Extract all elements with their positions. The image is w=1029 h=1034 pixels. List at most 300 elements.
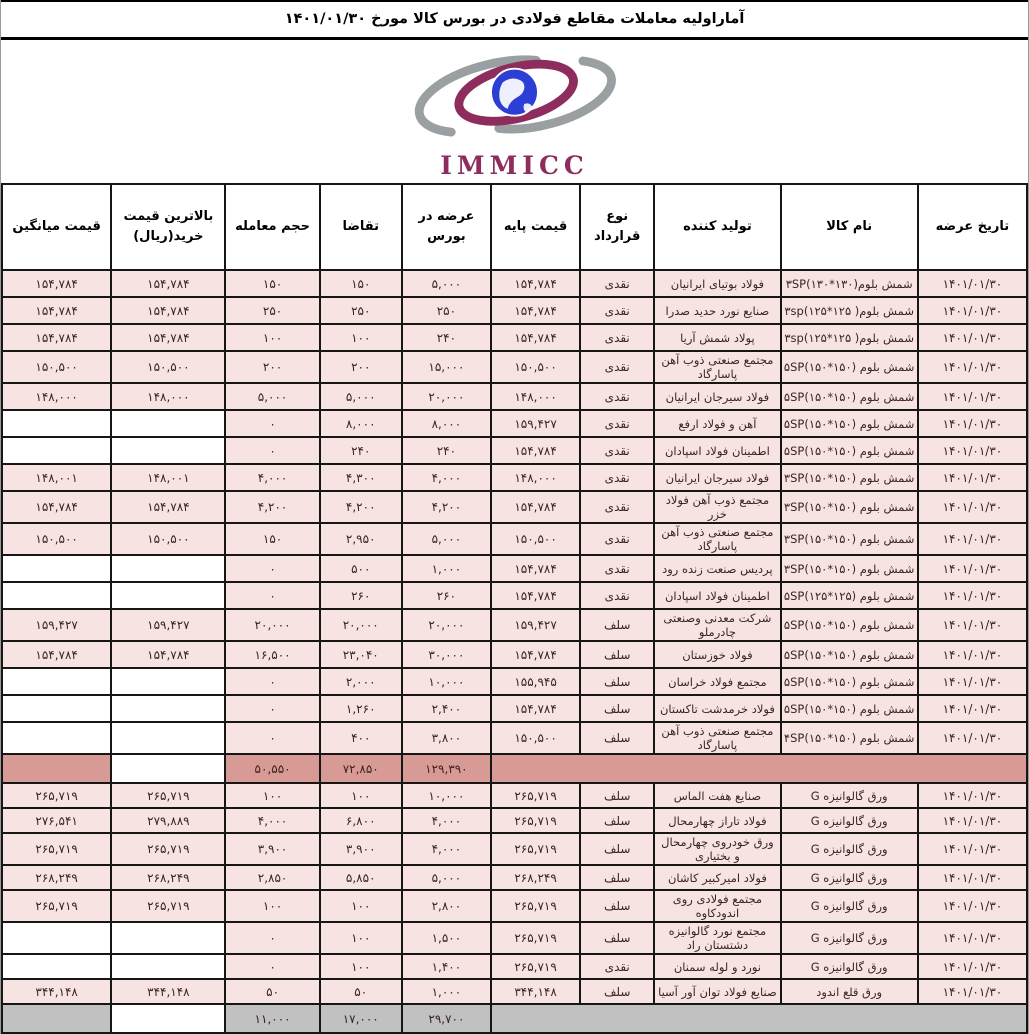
col-header-contract-type: نوع قرارداد bbox=[580, 184, 654, 270]
cell-volume: ۲۵۰ bbox=[225, 297, 319, 324]
cell-high: ۲۶۸,۲۴۹ bbox=[111, 865, 225, 890]
cell-high: ۳۴۴,۱۴۸ bbox=[111, 979, 225, 1004]
cell-producer: فولاد تاراز چهارمحال bbox=[654, 808, 780, 833]
cell-high: ۲۶۵,۷۱۹ bbox=[111, 890, 225, 922]
cell-contract: سلف bbox=[580, 922, 654, 954]
cell-volume: ۰ bbox=[225, 695, 319, 722]
cell-base: ۲۶۵,۷۱۹ bbox=[491, 808, 580, 833]
cell-demand: ۲۰,۰۰۰ bbox=[320, 609, 402, 641]
cell-name: شمش بلوم (۱۵۰*۱۵۰)۳SP bbox=[781, 491, 918, 523]
cell-name: شمش بلوم (۱۵۰*۱۵۰)۳SP bbox=[781, 555, 918, 582]
cell-avg bbox=[2, 555, 111, 582]
col-header-highest-bid: بالاترین قیمت خرید(ریال) bbox=[111, 184, 225, 270]
cell-date: ۱۴۰۱/۰۱/۳۰ bbox=[918, 351, 1027, 383]
cell-high bbox=[111, 668, 225, 695]
cell-name: ورق گالوانیزه G bbox=[781, 833, 918, 865]
col-header-supply-date: تاریخ عرضه bbox=[918, 184, 1027, 270]
table-row bbox=[2, 523, 1027, 555]
cell-name: ورق گالوانیزه G bbox=[781, 783, 918, 808]
cell-avg: ۱۵۴,۷۸۴ bbox=[2, 641, 111, 668]
cell-supply: ۸,۰۰۰ bbox=[402, 410, 491, 437]
table-row bbox=[2, 351, 1027, 383]
table-row bbox=[2, 865, 1027, 890]
col-header-average-price: قیمت میانگین bbox=[2, 184, 111, 270]
cell-demand: ۱۰۰ bbox=[320, 890, 402, 922]
cell-date: ۱۴۰۱/۰۱/۳۰ bbox=[918, 808, 1027, 833]
cell-supply: ۴,۰۰۰ bbox=[402, 833, 491, 865]
cell-avg bbox=[2, 410, 111, 437]
cell-producer: فولاد خرمدشت تاکستان bbox=[654, 695, 780, 722]
col-header-base-price: قیمت پایه bbox=[491, 184, 580, 270]
cell-supply: ۲۴۰ bbox=[402, 324, 491, 351]
cell-date: ۱۴۰۱/۰۱/۳۰ bbox=[918, 410, 1027, 437]
cell-high: ۱۴۸,۰۰۰ bbox=[111, 383, 225, 410]
table-row bbox=[2, 491, 1027, 523]
cell-high: ۱۵۰,۵۰۰ bbox=[111, 351, 225, 383]
cell-volume: ۰ bbox=[225, 410, 319, 437]
table-row bbox=[2, 410, 1027, 437]
cell-base: ۱۵۴,۷۸۴ bbox=[491, 582, 580, 609]
cell-name: شمش بلوم(۱۳۰*۱۳۰)۳SP bbox=[781, 270, 918, 297]
cell-avg: ۲۶۸,۲۴۹ bbox=[2, 865, 111, 890]
cell-supply: ۴,۰۰۰ bbox=[402, 464, 491, 491]
cell-high bbox=[111, 722, 225, 754]
cell-contract: نقدی bbox=[580, 270, 654, 297]
cell-date: ۱۴۰۱/۰۱/۳۰ bbox=[918, 383, 1027, 410]
cell-avg bbox=[2, 954, 111, 979]
cell-supply: ۲,۸۰۰ bbox=[402, 890, 491, 922]
cell-volume: ۱۶,۵۰۰ bbox=[225, 641, 319, 668]
cell-date: ۱۴۰۱/۰۱/۳۰ bbox=[918, 641, 1027, 668]
table-row bbox=[2, 783, 1027, 808]
cell-base: ۲۶۵,۷۱۹ bbox=[491, 833, 580, 865]
cell-high: ۱۵۴,۷۸۴ bbox=[111, 491, 225, 523]
cell-date: ۱۴۰۱/۰۱/۳۰ bbox=[918, 270, 1027, 297]
cell-base: ۱۵۴,۷۸۴ bbox=[491, 641, 580, 668]
sum-spacer bbox=[2, 1004, 111, 1033]
cell-name: شمش بلوم (۱۵۰*۱۵۰)۵SP bbox=[781, 668, 918, 695]
cell-high bbox=[111, 695, 225, 722]
cell-producer: فولاد خوزستان bbox=[654, 641, 780, 668]
cell-high bbox=[111, 555, 225, 582]
sum-spacer bbox=[491, 1004, 1027, 1033]
cell-high bbox=[111, 954, 225, 979]
cell-high bbox=[111, 410, 225, 437]
cell-name: شمش بلوم (۱۵۰*۱۵۰)۵SP bbox=[781, 383, 918, 410]
col-header-producer: تولید کننده bbox=[654, 184, 780, 270]
cell-high bbox=[111, 922, 225, 954]
cell-producer: اطمینان فولاد اسپادان bbox=[654, 582, 780, 609]
cell-name: شمش بلوم (۱۵۰*۱۵۰)۳SP bbox=[781, 464, 918, 491]
cell-name: شمش بلوم (۱۵۰*۱۵۰)۳SP bbox=[781, 523, 918, 555]
cell-date: ۱۴۰۱/۰۱/۳۰ bbox=[918, 523, 1027, 555]
cell-producer: صنایع هفت الماس bbox=[654, 783, 780, 808]
cell-name: شمش بلوم (۱۲۵*۱۲۵)۵SP bbox=[781, 582, 918, 609]
cell-contract: سلف bbox=[580, 609, 654, 641]
cell-date: ۱۴۰۱/۰۱/۳۰ bbox=[918, 491, 1027, 523]
cell-avg: ۱۵۰,۵۰۰ bbox=[2, 523, 111, 555]
table-row bbox=[2, 582, 1027, 609]
cell-supply: ۲۴۰ bbox=[402, 437, 491, 464]
cell-volume: ۰ bbox=[225, 555, 319, 582]
cell-base: ۱۵۰,۵۰۰ bbox=[491, 351, 580, 383]
sum-volume: ۱۱,۰۰۰ bbox=[225, 1004, 319, 1033]
cell-supply: ۱۵,۰۰۰ bbox=[402, 351, 491, 383]
cell-high: ۱۵۰,۵۰۰ bbox=[111, 523, 225, 555]
cell-producer: صنایع فولاد توان آور آسیا bbox=[654, 979, 780, 1004]
cell-demand: ۵,۸۵۰ bbox=[320, 865, 402, 890]
cell-name: شمش بلوم (۱۵۰*۱۵۰)۵SP bbox=[781, 437, 918, 464]
cell-producer: پولاد شمش آریا bbox=[654, 324, 780, 351]
cell-name: شمش بلوم (۱۵۰*۱۵۰)۵SP bbox=[781, 641, 918, 668]
cell-supply: ۵,۰۰۰ bbox=[402, 865, 491, 890]
cell-demand: ۱,۲۶۰ bbox=[320, 695, 402, 722]
table-row bbox=[2, 297, 1027, 324]
cell-supply: ۳,۸۰۰ bbox=[402, 722, 491, 754]
cell-avg: ۱۵۹,۴۲۷ bbox=[2, 609, 111, 641]
col-header-trade-volume: حجم معامله bbox=[225, 184, 319, 270]
cell-date: ۱۴۰۱/۰۱/۳۰ bbox=[918, 437, 1027, 464]
cell-volume: ۰ bbox=[225, 437, 319, 464]
cell-date: ۱۴۰۱/۰۱/۳۰ bbox=[918, 833, 1027, 865]
logo bbox=[1, 40, 1028, 183]
table-row bbox=[2, 383, 1027, 410]
sum-spacer bbox=[111, 1004, 225, 1033]
cell-demand: ۲۰۰ bbox=[320, 351, 402, 383]
cell-name: ورق گالوانیزه G bbox=[781, 865, 918, 890]
cell-volume: ۲۰۰ bbox=[225, 351, 319, 383]
cell-supply: ۵,۰۰۰ bbox=[402, 270, 491, 297]
cell-volume: ۱۵۰ bbox=[225, 270, 319, 297]
cell-contract: سلف bbox=[580, 722, 654, 754]
cell-supply: ۲۰,۰۰۰ bbox=[402, 609, 491, 641]
cell-producer: مجتمع صنعتی ذوب آهن پاسارگاد bbox=[654, 722, 780, 754]
cell-avg: ۲۶۵,۷۱۹ bbox=[2, 890, 111, 922]
cell-high: ۱۵۴,۷۸۴ bbox=[111, 324, 225, 351]
cell-base: ۳۴۴,۱۴۸ bbox=[491, 979, 580, 1004]
cell-producer: آهن و فولاد ارفع bbox=[654, 410, 780, 437]
table-row bbox=[2, 890, 1027, 922]
table-row bbox=[2, 324, 1027, 351]
cell-contract: نقدی bbox=[580, 410, 654, 437]
cell-avg: ۲۶۵,۷۱۹ bbox=[2, 833, 111, 865]
cell-date: ۱۴۰۱/۰۱/۳۰ bbox=[918, 722, 1027, 754]
table-row bbox=[2, 668, 1027, 695]
cell-base: ۱۵۰,۵۰۰ bbox=[491, 523, 580, 555]
cell-contract: سلف bbox=[580, 668, 654, 695]
cell-supply: ۱۰,۰۰۰ bbox=[402, 783, 491, 808]
cell-base: ۱۵۹,۴۲۷ bbox=[491, 410, 580, 437]
table-row bbox=[2, 555, 1027, 582]
cell-demand: ۵۰۰ bbox=[320, 555, 402, 582]
cell-supply: ۱,۰۰۰ bbox=[402, 979, 491, 1004]
cell-volume: ۵۰ bbox=[225, 979, 319, 1004]
table-row bbox=[2, 695, 1027, 722]
cell-supply: ۲۵۰ bbox=[402, 297, 491, 324]
cell-base: ۱۵۰,۵۰۰ bbox=[491, 722, 580, 754]
cell-contract: سلف bbox=[580, 695, 654, 722]
cell-producer: شرکت معدنی وصنعتی چادرملو bbox=[654, 609, 780, 641]
cell-base: ۱۴۸,۰۰۰ bbox=[491, 464, 580, 491]
cell-name: ورق گالوانیزه G bbox=[781, 808, 918, 833]
cell-demand: ۱۰۰ bbox=[320, 954, 402, 979]
cell-contract: نقدی bbox=[580, 954, 654, 979]
cell-base: ۱۵۵,۹۴۵ bbox=[491, 668, 580, 695]
cell-contract: نقدی bbox=[580, 555, 654, 582]
cell-volume: ۰ bbox=[225, 954, 319, 979]
cell-high bbox=[111, 437, 225, 464]
cell-base: ۲۶۵,۷۱۹ bbox=[491, 954, 580, 979]
cell-avg: ۲۷۶,۵۴۱ bbox=[2, 808, 111, 833]
sum-volume: ۵۰,۵۵۰ bbox=[225, 754, 319, 783]
cell-date: ۱۴۰۱/۰۱/۳۰ bbox=[918, 890, 1027, 922]
cell-producer: پردیس صنعت زنده رود bbox=[654, 555, 780, 582]
cell-demand: ۴,۳۰۰ bbox=[320, 464, 402, 491]
cell-producer: فولاد سیرجان ایرانیان bbox=[654, 383, 780, 410]
cell-demand: ۲۵۰ bbox=[320, 297, 402, 324]
cell-demand: ۴,۲۰۰ bbox=[320, 491, 402, 523]
cell-demand: ۱۰۰ bbox=[320, 922, 402, 954]
cell-avg: ۱۴۸,۰۰۰ bbox=[2, 383, 111, 410]
table-row bbox=[2, 954, 1027, 979]
cell-name: ورق گالوانیزه G bbox=[781, 954, 918, 979]
cell-base: ۱۵۴,۷۸۴ bbox=[491, 270, 580, 297]
cell-volume: ۰ bbox=[225, 722, 319, 754]
report-title: آماراولیه معاملات مقاطع فولادی در بورس کالا مورخ ۱۴۰۱/۰۱/۳۰ bbox=[1, 0, 1028, 40]
cell-contract: نقدی bbox=[580, 383, 654, 410]
cell-date: ۱۴۰۱/۰۱/۳۰ bbox=[918, 582, 1027, 609]
cell-supply: ۱,۰۰۰ bbox=[402, 555, 491, 582]
table-row bbox=[2, 437, 1027, 464]
cell-contract: سلف bbox=[580, 833, 654, 865]
cell-avg: ۱۵۴,۷۸۴ bbox=[2, 297, 111, 324]
cell-base: ۱۴۸,۰۰۰ bbox=[491, 383, 580, 410]
cell-producer: اطمینان فولاد اسپادان bbox=[654, 437, 780, 464]
cell-name: شمش بلوم (۱۵۰*۱۵۰)۵SP bbox=[781, 410, 918, 437]
cell-name: ورق گالوانیزه G bbox=[781, 890, 918, 922]
cell-name: شمش بلوم( ۱۲۵*۱۲۵)۳sp bbox=[781, 324, 918, 351]
cell-avg bbox=[2, 437, 111, 464]
cell-contract: نقدی bbox=[580, 437, 654, 464]
cell-date: ۱۴۰۱/۰۱/۳۰ bbox=[918, 555, 1027, 582]
cell-producer: فولاد بوتیای ایرانیان bbox=[654, 270, 780, 297]
cell-name: شمش بلوم (۱۵۰*۱۵۰)۴SP bbox=[781, 722, 918, 754]
cell-demand: ۲,۹۵۰ bbox=[320, 523, 402, 555]
sum-supply: ۲۹,۷۰۰ bbox=[402, 1004, 491, 1033]
subtotal-row bbox=[2, 754, 1027, 783]
sum-spacer bbox=[2, 754, 111, 783]
table-row bbox=[2, 833, 1027, 865]
cell-volume: ۱۰۰ bbox=[225, 324, 319, 351]
trades-table bbox=[1, 183, 1028, 1034]
cell-producer: مجتمع فولاد خراسان bbox=[654, 668, 780, 695]
cell-demand: ۵,۰۰۰ bbox=[320, 383, 402, 410]
cell-supply: ۴,۰۰۰ bbox=[402, 808, 491, 833]
cell-supply: ۱,۴۰۰ bbox=[402, 954, 491, 979]
cell-producer: مجتمع فولادی روی اندودکاوه bbox=[654, 890, 780, 922]
col-header-product-name: نام کالا bbox=[781, 184, 918, 270]
cell-avg bbox=[2, 922, 111, 954]
cell-demand: ۶,۸۰۰ bbox=[320, 808, 402, 833]
cell-producer: فولاد امیرکبیر کاشان bbox=[654, 865, 780, 890]
cell-name: شمش بلوم (۱۵۰*۱۵۰)۵SP bbox=[781, 695, 918, 722]
sum-supply: ۱۲۹,۳۹۰ bbox=[402, 754, 491, 783]
table-row bbox=[2, 922, 1027, 954]
cell-contract: نقدی bbox=[580, 582, 654, 609]
cell-avg: ۳۴۴,۱۴۸ bbox=[2, 979, 111, 1004]
cell-avg: ۱۵۴,۷۸۴ bbox=[2, 324, 111, 351]
cell-producer: مجتمع نورد گالوانیزه دشتستان راد bbox=[654, 922, 780, 954]
cell-volume: ۰ bbox=[225, 668, 319, 695]
cell-avg: ۱۵۴,۷۸۴ bbox=[2, 270, 111, 297]
cell-volume: ۲,۸۵۰ bbox=[225, 865, 319, 890]
cell-demand: ۵۰ bbox=[320, 979, 402, 1004]
cell-high: ۲۷۹,۸۸۹ bbox=[111, 808, 225, 833]
cell-high: ۲۶۵,۷۱۹ bbox=[111, 783, 225, 808]
cell-contract: نقدی bbox=[580, 351, 654, 383]
cell-volume: ۴,۲۰۰ bbox=[225, 491, 319, 523]
sum-spacer bbox=[491, 754, 1027, 783]
cell-demand: ۲۶۰ bbox=[320, 582, 402, 609]
cell-base: ۱۵۴,۷۸۴ bbox=[491, 437, 580, 464]
cell-avg bbox=[2, 668, 111, 695]
cell-date: ۱۴۰۱/۰۱/۳۰ bbox=[918, 783, 1027, 808]
cell-date: ۱۴۰۱/۰۱/۳۰ bbox=[918, 464, 1027, 491]
cell-contract: نقدی bbox=[580, 523, 654, 555]
header-row bbox=[2, 184, 1027, 270]
cell-demand: ۱۰۰ bbox=[320, 324, 402, 351]
cell-volume: ۴,۰۰۰ bbox=[225, 808, 319, 833]
cell-base: ۲۶۵,۷۱۹ bbox=[491, 922, 580, 954]
cell-demand: ۱۰۰ bbox=[320, 783, 402, 808]
cell-volume: ۰ bbox=[225, 582, 319, 609]
cell-date: ۱۴۰۱/۰۱/۳۰ bbox=[918, 979, 1027, 1004]
cell-base: ۱۵۴,۷۸۴ bbox=[491, 695, 580, 722]
grand-total-row bbox=[2, 1004, 1027, 1033]
cell-volume: ۴,۰۰۰ bbox=[225, 464, 319, 491]
table-row bbox=[2, 808, 1027, 833]
cell-producer: مجتمع ذوب آهن فولاد خزر bbox=[654, 491, 780, 523]
cell-base: ۲۶۵,۷۱۹ bbox=[491, 783, 580, 808]
cell-contract: نقدی bbox=[580, 464, 654, 491]
cell-contract: سلف bbox=[580, 641, 654, 668]
cell-avg: ۲۶۵,۷۱۹ bbox=[2, 783, 111, 808]
sum-demand: ۷۲,۸۵۰ bbox=[320, 754, 402, 783]
cell-volume: ۱۰۰ bbox=[225, 890, 319, 922]
immicc-logo-icon bbox=[397, 45, 632, 157]
cell-producer: مجتمع صنعتی ذوب آهن پاسارگاد bbox=[654, 351, 780, 383]
col-header-demand: تقاضا bbox=[320, 184, 402, 270]
cell-date: ۱۴۰۱/۰۱/۳۰ bbox=[918, 609, 1027, 641]
cell-date: ۱۴۰۱/۰۱/۳۰ bbox=[918, 922, 1027, 954]
cell-high: ۲۶۵,۷۱۹ bbox=[111, 833, 225, 865]
cell-demand: ۴۰۰ bbox=[320, 722, 402, 754]
cell-producer: فولاد سیرجان ایرانیان bbox=[654, 464, 780, 491]
cell-supply: ۵,۰۰۰ bbox=[402, 523, 491, 555]
cell-contract: نقدی bbox=[580, 491, 654, 523]
cell-contract: نقدی bbox=[580, 297, 654, 324]
cell-supply: ۲,۴۰۰ bbox=[402, 695, 491, 722]
cell-avg: ۱۵۴,۷۸۴ bbox=[2, 491, 111, 523]
cell-date: ۱۴۰۱/۰۱/۳۰ bbox=[918, 865, 1027, 890]
cell-supply: ۱۰,۰۰۰ bbox=[402, 668, 491, 695]
table-row bbox=[2, 609, 1027, 641]
cell-contract: سلف bbox=[580, 783, 654, 808]
cell-name: شمش بلوم( ۱۲۵*۱۲۵)۳sp bbox=[781, 297, 918, 324]
cell-base: ۱۵۴,۷۸۴ bbox=[491, 491, 580, 523]
cell-supply: ۳۰,۰۰۰ bbox=[402, 641, 491, 668]
cell-producer: نورد و لوله سمنان bbox=[654, 954, 780, 979]
cell-supply: ۲۶۰ bbox=[402, 582, 491, 609]
cell-date: ۱۴۰۱/۰۱/۳۰ bbox=[918, 695, 1027, 722]
cell-volume: ۲۰,۰۰۰ bbox=[225, 609, 319, 641]
cell-base: ۱۵۴,۷۸۴ bbox=[491, 297, 580, 324]
cell-base: ۱۵۴,۷۸۴ bbox=[491, 324, 580, 351]
cell-avg bbox=[2, 695, 111, 722]
table-row bbox=[2, 464, 1027, 491]
col-header-supply-volume: عرضه در بورس bbox=[402, 184, 491, 270]
cell-producer: ورق خودروی چهارمحال و بختیاری bbox=[654, 833, 780, 865]
cell-contract: سلف bbox=[580, 979, 654, 1004]
cell-date: ۱۴۰۱/۰۱/۳۰ bbox=[918, 324, 1027, 351]
table-row bbox=[2, 979, 1027, 1004]
table-row bbox=[2, 270, 1027, 297]
table-row bbox=[2, 722, 1027, 754]
cell-high: ۱۵۹,۴۲۷ bbox=[111, 609, 225, 641]
cell-producer: صنایع نورد حدید صدرا bbox=[654, 297, 780, 324]
cell-supply: ۲۰,۰۰۰ bbox=[402, 383, 491, 410]
cell-date: ۱۴۰۱/۰۱/۳۰ bbox=[918, 954, 1027, 979]
cell-demand: ۲,۰۰۰ bbox=[320, 668, 402, 695]
sum-demand: ۱۷,۰۰۰ bbox=[320, 1004, 402, 1033]
cell-volume: ۱۵۰ bbox=[225, 523, 319, 555]
cell-name: شمش بلوم (۱۵۰*۱۵۰)۵SP bbox=[781, 609, 918, 641]
cell-producer: مجتمع صنعتی ذوب آهن پاسارگاد bbox=[654, 523, 780, 555]
cell-high: ۱۵۴,۷۸۴ bbox=[111, 641, 225, 668]
cell-name: ورق قلع اندود bbox=[781, 979, 918, 1004]
table-row bbox=[2, 641, 1027, 668]
cell-demand: ۲۳,۰۴۰ bbox=[320, 641, 402, 668]
cell-high: ۱۴۸,۰۰۱ bbox=[111, 464, 225, 491]
cell-high: ۱۵۴,۷۸۴ bbox=[111, 270, 225, 297]
cell-volume: ۵,۰۰۰ bbox=[225, 383, 319, 410]
cell-avg: ۱۴۸,۰۰۱ bbox=[2, 464, 111, 491]
cell-base: ۲۶۸,۲۴۹ bbox=[491, 865, 580, 890]
cell-demand: ۸,۰۰۰ bbox=[320, 410, 402, 437]
cell-contract: سلف bbox=[580, 865, 654, 890]
cell-contract: سلف bbox=[580, 890, 654, 922]
cell-demand: ۱۵۰ bbox=[320, 270, 402, 297]
cell-high bbox=[111, 582, 225, 609]
cell-supply: ۴,۲۰۰ bbox=[402, 491, 491, 523]
cell-demand: ۳,۹۰۰ bbox=[320, 833, 402, 865]
cell-avg bbox=[2, 722, 111, 754]
cell-demand: ۲۴۰ bbox=[320, 437, 402, 464]
cell-volume: ۰ bbox=[225, 922, 319, 954]
cell-name: شمش بلوم (۱۵۰*۱۵۰)۵SP bbox=[781, 351, 918, 383]
cell-avg bbox=[2, 582, 111, 609]
cell-base: ۲۶۵,۷۱۹ bbox=[491, 890, 580, 922]
cell-date: ۱۴۰۱/۰۱/۳۰ bbox=[918, 668, 1027, 695]
cell-name: ورق گالوانیزه G bbox=[781, 922, 918, 954]
cell-high: ۱۵۴,۷۸۴ bbox=[111, 297, 225, 324]
cell-contract: نقدی bbox=[580, 324, 654, 351]
sum-spacer bbox=[111, 754, 225, 783]
cell-supply: ۱,۵۰۰ bbox=[402, 922, 491, 954]
cell-base: ۱۵۹,۴۲۷ bbox=[491, 609, 580, 641]
cell-date: ۱۴۰۱/۰۱/۳۰ bbox=[918, 297, 1027, 324]
cell-avg: ۱۵۰,۵۰۰ bbox=[2, 351, 111, 383]
